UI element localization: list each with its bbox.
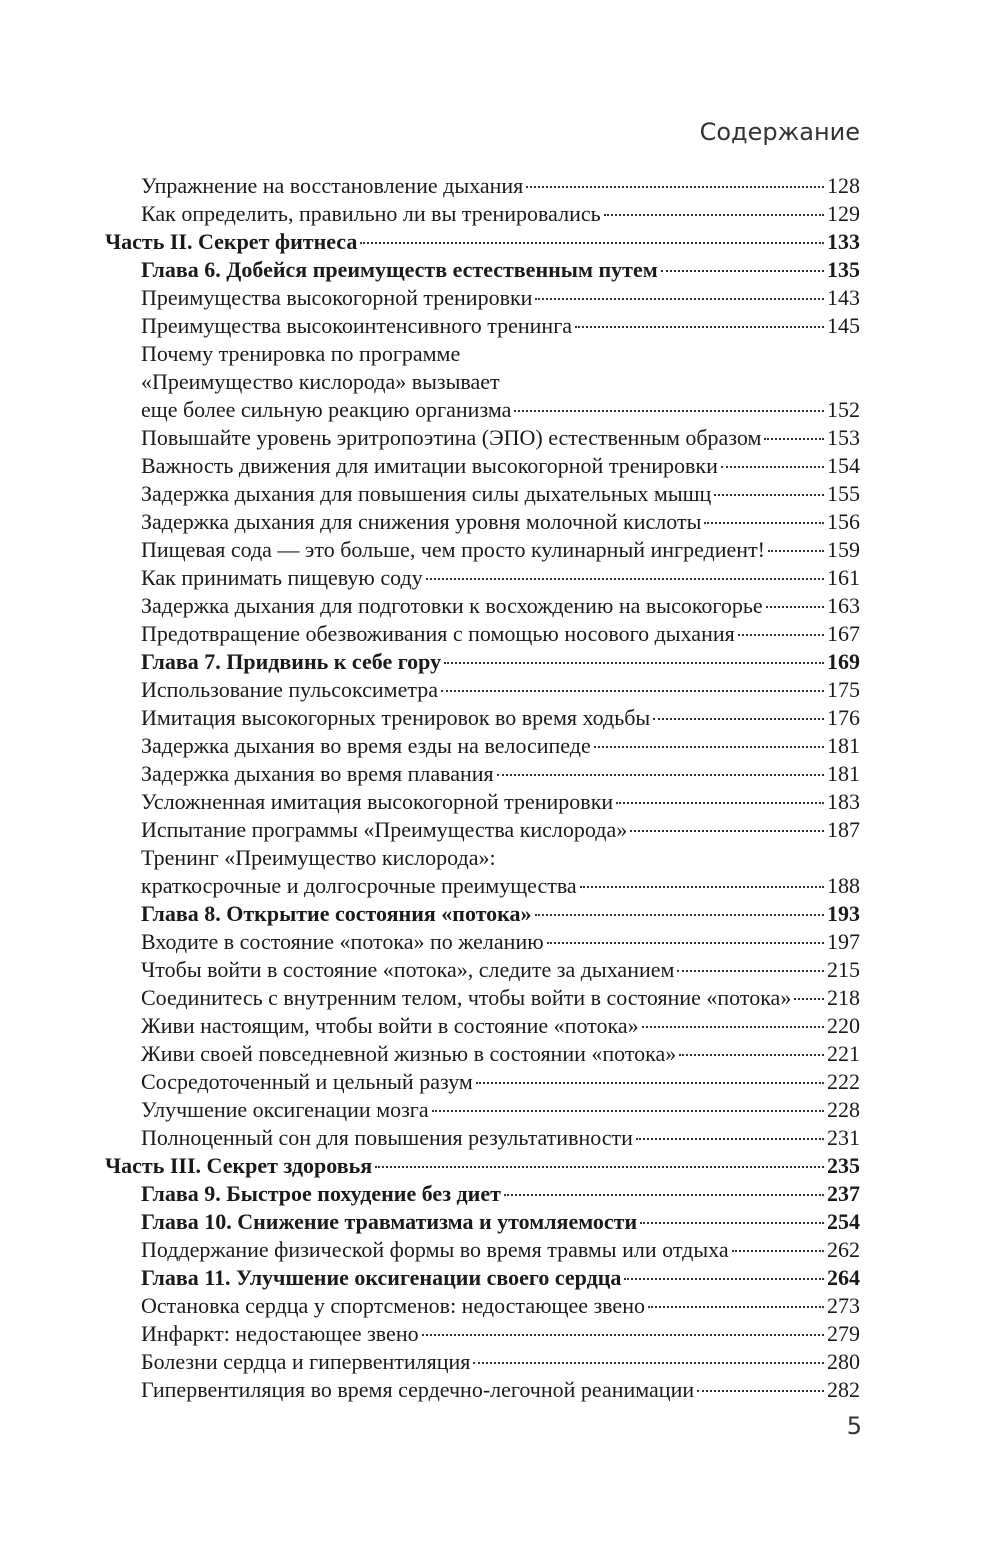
toc-chapter-entry[interactable]	[105, 1180, 860, 1208]
dot-leader	[432, 1110, 824, 1112]
toc-entry-title: Задержка дыхания во время езды на велосипеде	[141, 733, 591, 758]
toc-section-entry[interactable]	[105, 200, 860, 228]
toc-entry-title: Полноценный сон для повышения результативности	[141, 1125, 633, 1150]
toc-entry-title: Соединитесь с внутренним телом, чтобы войти в состояние «потока»	[141, 985, 792, 1010]
toc-entry-title: Упражнение на восстановление дыхания	[141, 173, 524, 198]
toc-section-entry[interactable]	[105, 564, 860, 592]
toc-page-number: 188	[827, 873, 860, 898]
toc-section-entry[interactable]	[105, 1124, 860, 1152]
toc-section-entry[interactable]	[105, 1348, 860, 1376]
dot-leader	[444, 662, 824, 664]
toc-page-number: 155	[827, 481, 860, 506]
toc-entry-title: Преимущества высокогорной тренировки	[141, 285, 533, 310]
toc-page-number: 133	[827, 229, 860, 254]
toc-page-number: 264	[827, 1265, 860, 1290]
toc-entry-title: Глава 6. Добейся преимуществ естественным путем	[141, 257, 658, 282]
toc-entry-title: Задержка дыхания для подготовки к восхождению на высокогорье	[141, 593, 763, 618]
dot-leader	[642, 1026, 824, 1028]
toc-section-entry[interactable]	[105, 284, 860, 312]
dot-leader	[604, 214, 824, 216]
dot-leader	[476, 1082, 824, 1084]
dot-leader	[616, 802, 824, 804]
dot-leader	[636, 1138, 824, 1140]
toc-section-entry[interactable]	[105, 1096, 860, 1124]
dot-leader	[714, 494, 824, 496]
toc-chapter-entry[interactable]	[105, 900, 860, 928]
dot-leader	[441, 690, 824, 692]
toc-entry-title: Повышайте уровень эритропоэтина (ЭПО) естественным образом	[141, 425, 762, 450]
toc-page-number: 280	[827, 1349, 860, 1374]
toc-entry-title-line: еще более сильную реакцию организма	[141, 397, 512, 422]
toc-page-number: 215	[827, 957, 860, 982]
toc-section-entry[interactable]	[105, 1068, 860, 1096]
toc-section-entry[interactable]	[105, 1376, 860, 1404]
toc-page-number: 279	[827, 1321, 860, 1346]
dot-leader	[648, 1306, 824, 1308]
toc-page-number: 218	[827, 985, 860, 1010]
toc-page-number: 181	[827, 761, 860, 786]
toc-page-number: 183	[827, 789, 860, 814]
toc-entry-title-line: Тренинг «Преимущество кислорода»:	[141, 845, 496, 870]
toc-page-number: 237	[827, 1181, 860, 1206]
toc-page-number: 273	[827, 1293, 860, 1318]
toc-entry-title: Испытание программы «Преимущества кислорода»	[141, 817, 628, 842]
dot-leader	[640, 1222, 824, 1224]
toc-entry-title: Поддержание физической формы во время травмы или отдыха	[141, 1237, 729, 1262]
toc-entry-title: Задержка дыхания для повышения силы дыхательных мышц	[141, 481, 712, 506]
toc-chapter-entry[interactable]	[105, 256, 860, 284]
toc-page-number: 222	[827, 1069, 860, 1094]
toc-page-number: 163	[827, 593, 860, 618]
dot-leader	[547, 942, 824, 944]
toc-section-entry[interactable]	[105, 816, 860, 844]
toc-entry-title: Задержка дыхания для снижения уровня молочной кислоты	[141, 509, 702, 534]
dot-leader	[738, 634, 824, 636]
dot-leader	[497, 774, 824, 776]
toc-page-number: 129	[827, 201, 860, 226]
dot-leader	[526, 186, 824, 188]
toc-entry-title: Как определить, правильно ли вы тренировались	[141, 201, 601, 226]
toc-page-number: 145	[827, 313, 860, 338]
toc-section-entry[interactable]	[105, 480, 860, 508]
toc-entry-title: Пищевая сода — это больше, чем просто кулинарный ингредиент!	[141, 537, 766, 562]
toc-page-number: 220	[827, 1013, 860, 1038]
dot-leader	[661, 270, 824, 272]
dot-leader	[768, 550, 824, 552]
toc-page-number: 169	[827, 649, 860, 674]
toc-page-number: 221	[827, 1041, 860, 1066]
table-of-contents	[105, 172, 860, 1404]
toc-section-entry[interactable]	[105, 704, 860, 732]
toc-entry-title: Как принимать пищевую соду	[141, 565, 423, 590]
dot-leader	[360, 242, 824, 244]
dot-leader	[721, 466, 824, 468]
toc-entry-title: Гипервентиляция во время сердечно-легочной реанимации	[141, 1377, 695, 1402]
toc-page-number: 176	[827, 705, 860, 730]
dot-leader	[514, 410, 824, 412]
toc-page-number: 152	[827, 397, 860, 422]
toc-page-number: 254	[827, 1209, 860, 1234]
dot-leader	[422, 1334, 824, 1336]
toc-section-entry[interactable]	[105, 760, 860, 788]
toc-page-number: 153	[827, 425, 860, 450]
toc-entry-title: Глава 11. Улучшение оксигенации своего сердца	[141, 1265, 622, 1290]
toc-entry-title: Глава 9. Быстрое похудение без диет	[141, 1181, 501, 1206]
page-number: 5	[846, 1412, 862, 1440]
toc-entry-title: Важность движения для имитации высокогорной тренировки	[141, 453, 718, 478]
toc-section-entry[interactable]	[105, 1012, 860, 1040]
toc-page-number: 262	[827, 1237, 860, 1262]
toc-entry-title: Предотвращение обезвоживания с помощью носового дыхания	[141, 621, 735, 646]
toc-entry-title: Входите в состояние «потока» по желанию	[141, 929, 544, 954]
dot-leader	[697, 1390, 824, 1392]
toc-section-entry[interactable]	[105, 928, 860, 956]
dot-leader	[535, 298, 824, 300]
toc-entry-title: Живи настоящим, чтобы войти в состояние «потока»	[141, 1013, 639, 1038]
toc-section-entry[interactable]	[105, 1040, 860, 1068]
toc-entry-title: Часть II. Секрет фитнеса	[105, 229, 358, 254]
dot-leader	[677, 970, 824, 972]
toc-page-number: 187	[827, 817, 860, 842]
toc-page-number: 143	[827, 285, 860, 310]
dot-leader	[704, 522, 824, 524]
toc-entry-title: Болезни сердца и гипервентиляция	[141, 1349, 471, 1374]
toc-entry-title-line: «Преимущество кислорода» вызывает	[141, 369, 500, 394]
toc-page-number: 235	[827, 1153, 860, 1178]
toc-entry-title: Имитация высокогорных тренировок во время ходьбы	[141, 705, 651, 730]
dot-leader	[426, 578, 824, 580]
toc-page-number: 156	[827, 509, 860, 534]
toc-section-entry[interactable]	[105, 508, 860, 536]
toc-entry-title: Использование пульсоксиметра	[141, 677, 438, 702]
dot-leader	[375, 1166, 824, 1168]
toc-section-entry[interactable]	[105, 1292, 860, 1320]
toc-page-number: 197	[827, 929, 860, 954]
dot-leader	[594, 746, 824, 748]
toc-section-entry[interactable]	[105, 620, 860, 648]
dot-leader	[580, 886, 824, 888]
toc-section-entry[interactable]	[105, 592, 860, 620]
toc-chapter-entry[interactable]	[105, 648, 860, 676]
dot-leader	[575, 326, 824, 328]
toc-section-entry[interactable]	[105, 536, 860, 564]
toc-section-entry[interactable]	[105, 424, 860, 452]
toc-entry-title-line: краткосрочные и долгосрочные преимущества	[141, 873, 577, 898]
toc-part-entry[interactable]	[105, 1152, 860, 1180]
toc-entry-title-line: Почему тренировка по программе	[141, 341, 461, 366]
running-head: Содержание	[699, 118, 860, 146]
toc-entry-title: Задержка дыхания во время плавания	[141, 761, 494, 786]
toc-entry-title: Живи своей повседневной жизнью в состоянии «потока»	[141, 1041, 677, 1066]
toc-section-entry[interactable]	[105, 1236, 860, 1264]
toc-section-entry[interactable]	[105, 676, 860, 704]
toc-entry-title: Часть III. Секрет здоровья	[105, 1153, 373, 1178]
toc-entry-title: Глава 8. Открытие состояния «потока»	[141, 901, 532, 926]
toc-entry-title: Преимущества высокоинтенсивного тренинга	[141, 313, 572, 338]
toc-page-number: 154	[827, 453, 860, 478]
toc-section-entry[interactable]	[105, 452, 860, 480]
toc-part-entry[interactable]	[105, 228, 860, 256]
dot-leader	[473, 1362, 824, 1364]
toc-section-entry[interactable]	[105, 984, 860, 1012]
toc-section-entry[interactable]	[105, 1320, 860, 1348]
toc-page-number: 135	[827, 257, 860, 282]
dot-leader	[653, 718, 824, 720]
dot-leader	[764, 438, 824, 440]
toc-page-number: 161	[827, 565, 860, 590]
toc-page-number: 175	[827, 677, 860, 702]
toc-chapter-entry[interactable]	[105, 1208, 860, 1236]
toc-chapter-entry[interactable]	[105, 1264, 860, 1292]
toc-section-entry[interactable]	[105, 844, 860, 900]
dot-leader	[679, 1054, 824, 1056]
toc-section-entry[interactable]	[105, 788, 860, 816]
toc-entry-title: Остановка сердца у спортсменов: недостающее звено	[141, 1293, 645, 1318]
toc-entry-title: Инфаркт: недостающее звено	[141, 1321, 419, 1346]
toc-entry-title: Глава 7. Придвинь к себе гору	[141, 649, 442, 674]
toc-page-number: 228	[827, 1097, 860, 1122]
dot-leader	[624, 1278, 824, 1280]
toc-entry-title: Улучшение оксигенации мозга	[141, 1097, 429, 1122]
toc-section-entry[interactable]	[105, 956, 860, 984]
toc-page-number: 231	[827, 1125, 860, 1150]
toc-entry-title: Чтобы войти в состояние «потока», следите за дыханием	[141, 957, 675, 982]
toc-entry-title: Сосредоточенный и цельный разум	[141, 1069, 473, 1094]
toc-page-number: 181	[827, 733, 860, 758]
dot-leader	[630, 830, 824, 832]
toc-page-number: 167	[827, 621, 860, 646]
toc-section-entry[interactable]	[105, 172, 860, 200]
toc-page-number: 193	[827, 901, 860, 926]
toc-page-number: 159	[827, 537, 860, 562]
dot-leader	[794, 998, 824, 1000]
toc-section-entry[interactable]	[105, 732, 860, 760]
toc-section-entry[interactable]	[105, 312, 860, 340]
dot-leader	[732, 1250, 824, 1252]
toc-page-number: 282	[827, 1377, 860, 1402]
toc-entry-title: Усложненная имитация высокогорной тренировки	[141, 789, 614, 814]
dot-leader	[504, 1194, 824, 1196]
toc-section-entry[interactable]	[105, 340, 860, 424]
toc-entry-title: Глава 10. Снижение травматизма и утомляемости	[141, 1209, 638, 1234]
toc-page-number: 128	[827, 173, 860, 198]
dot-leader	[535, 914, 824, 916]
dot-leader	[766, 606, 824, 608]
